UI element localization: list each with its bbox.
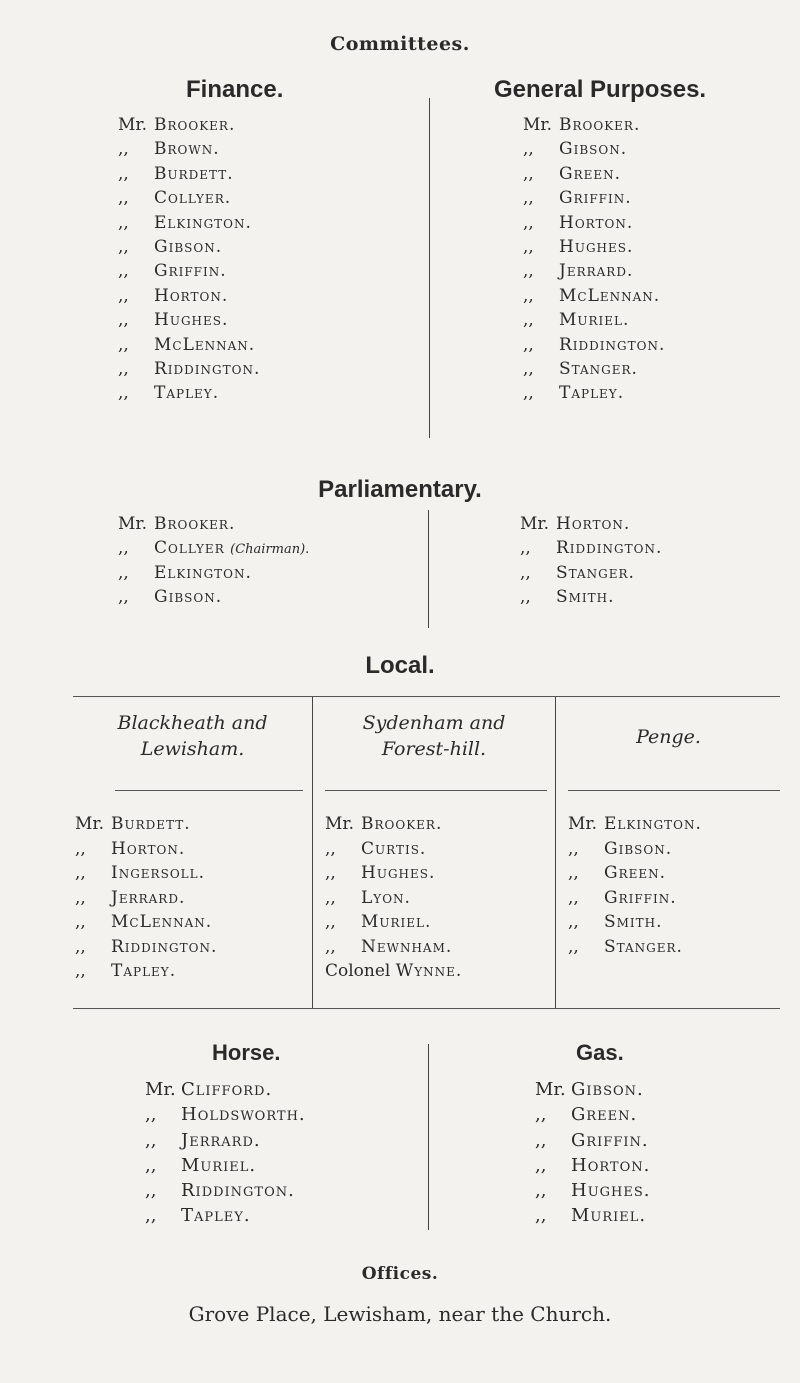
local-column-header: Blackheath and Lewisham. — [117, 712, 268, 760]
list-item: ,, Riddington. — [520, 538, 663, 559]
list-item: ,, Lyon. — [325, 887, 411, 908]
list-item: ,, Brown. — [118, 139, 220, 160]
list-item: Mr. Horton. — [520, 514, 631, 534]
list-item: ,, Griffin. — [535, 1129, 649, 1151]
list-item: ,, Curtis. — [325, 838, 427, 859]
list-item: ,, Stanger. — [523, 358, 638, 379]
list-item: ,, Hughes. — [118, 310, 229, 331]
header-rule — [115, 790, 303, 791]
column-divider — [428, 1044, 429, 1230]
list-item: ,, Muriel. — [535, 1205, 647, 1227]
offices-heading: Offices. — [361, 1264, 439, 1284]
list-item: ,, Griffin. — [523, 188, 632, 209]
list-item: ,, Gibson. — [568, 838, 673, 859]
list-item: ,, Green. — [535, 1104, 638, 1126]
list-item: ,, Smith. — [520, 587, 615, 608]
local-list-blackheath — [75, 812, 217, 984]
list-item: ,, Gibson. — [523, 139, 628, 160]
list-item: Mr. Brooker. — [523, 115, 641, 135]
list-item: ,, Gibson. — [118, 587, 223, 608]
list-item: ,, Elkington. — [118, 212, 252, 233]
list-item: ,, Green. — [523, 163, 622, 184]
column-divider — [429, 98, 430, 438]
list-item: ,, Riddington. — [145, 1180, 295, 1202]
list-item: ,, Newnham. — [325, 936, 453, 957]
list-item: ,, Muriel. — [325, 912, 432, 932]
page-title: Committees. — [330, 33, 470, 55]
list-item: ,, Tapley. — [145, 1205, 251, 1227]
list-item: Mr. Clifford. — [145, 1079, 273, 1100]
list-item: ,, Burdett. — [118, 163, 234, 184]
list-item: Mr. Brooker. — [118, 514, 236, 534]
local-list-sydenham — [325, 812, 462, 984]
list-item: ,, Riddington. — [75, 936, 218, 957]
local-column-header: Penge. — [636, 726, 701, 748]
gas-heading: Gas. — [576, 1040, 624, 1065]
list-item: ,, Griffin. — [118, 261, 227, 282]
list-item: Mr. Brooker. — [118, 115, 236, 135]
table-bottom-rule — [73, 1008, 780, 1009]
list-item: ,, Tapley. — [118, 383, 220, 404]
parliamentary-left-list — [118, 512, 309, 610]
list-item: ,, Muriel. — [523, 310, 630, 331]
list-item: Mr. Burdett. — [75, 814, 191, 834]
list-item: ,, Collyer (Chairman). — [118, 538, 310, 559]
finance-list — [118, 113, 260, 406]
list-item: ,, Hughes. — [535, 1180, 651, 1202]
list-item: ,, McLennan. — [75, 912, 213, 932]
list-item: ,, Elkington. — [118, 562, 252, 583]
list-item: ,, Holdsworth. — [145, 1104, 306, 1126]
local-column-header: Sydenham and Forest-hill. — [362, 712, 506, 760]
list-item: ,, Riddington. — [118, 358, 261, 379]
list-item: ,, Jerrard. — [75, 887, 186, 908]
list-item: ,, Jerrard. — [145, 1129, 261, 1151]
list-item: ,, Gibson. — [118, 236, 223, 257]
list-item: ,, Smith. — [568, 912, 663, 932]
list-item: ,, Horton. — [523, 212, 634, 233]
list-item: ,, Tapley. — [75, 961, 177, 981]
table-top-rule — [73, 696, 780, 697]
gas-list — [535, 1077, 651, 1229]
list-item: ,, Collyer. — [118, 188, 232, 209]
finance-heading: Finance. — [186, 76, 284, 103]
header-rule — [568, 790, 780, 791]
list-item: ,, Hughes. — [523, 236, 634, 257]
local-heading: Local. — [365, 652, 435, 679]
list-item: ,, Ingersoll. — [75, 863, 205, 883]
horse-list — [145, 1077, 306, 1229]
horse-heading: Horse. — [212, 1040, 281, 1065]
list-item: Mr. Elkington. — [568, 814, 702, 834]
list-item: Mr. Gibson. — [535, 1079, 644, 1100]
parliamentary-right-list — [520, 512, 662, 610]
list-item: Colonel Wynne. — [325, 961, 463, 981]
column-divider — [312, 697, 313, 1008]
list-item: ,, Hughes. — [325, 863, 436, 883]
list-item: ,, Green. — [568, 863, 667, 883]
chairman-note: (Chairman). — [230, 542, 310, 558]
list-item: ,, Horton. — [118, 285, 229, 306]
list-item: ,, McLennan. — [523, 285, 661, 306]
list-item: Mr. Brooker. — [325, 814, 443, 834]
list-item: ,, Jerrard. — [523, 261, 634, 282]
list-item: ,, Muriel. — [145, 1154, 257, 1176]
list-item: ,, Stanger. — [568, 936, 683, 957]
column-divider — [555, 697, 556, 1008]
list-item: ,, Stanger. — [520, 562, 635, 583]
general-purposes-list — [523, 113, 665, 406]
general-purposes-heading: General Purposes. — [494, 76, 707, 103]
parliamentary-heading: Parliamentary. — [318, 476, 482, 503]
list-item: ,, Horton. — [535, 1154, 651, 1176]
list-item: ,, Tapley. — [523, 383, 625, 404]
list-item: ,, Griffin. — [568, 887, 677, 908]
offices-address: Grove Place, Lewisham, near the Church. — [188, 1302, 612, 1326]
local-list-penge — [568, 812, 702, 959]
column-divider — [428, 510, 429, 628]
header-rule — [325, 790, 547, 791]
list-item: ,, Riddington. — [523, 334, 666, 355]
list-item: ,, McLennan. — [118, 334, 256, 355]
list-item: ,, Horton. — [75, 838, 186, 859]
